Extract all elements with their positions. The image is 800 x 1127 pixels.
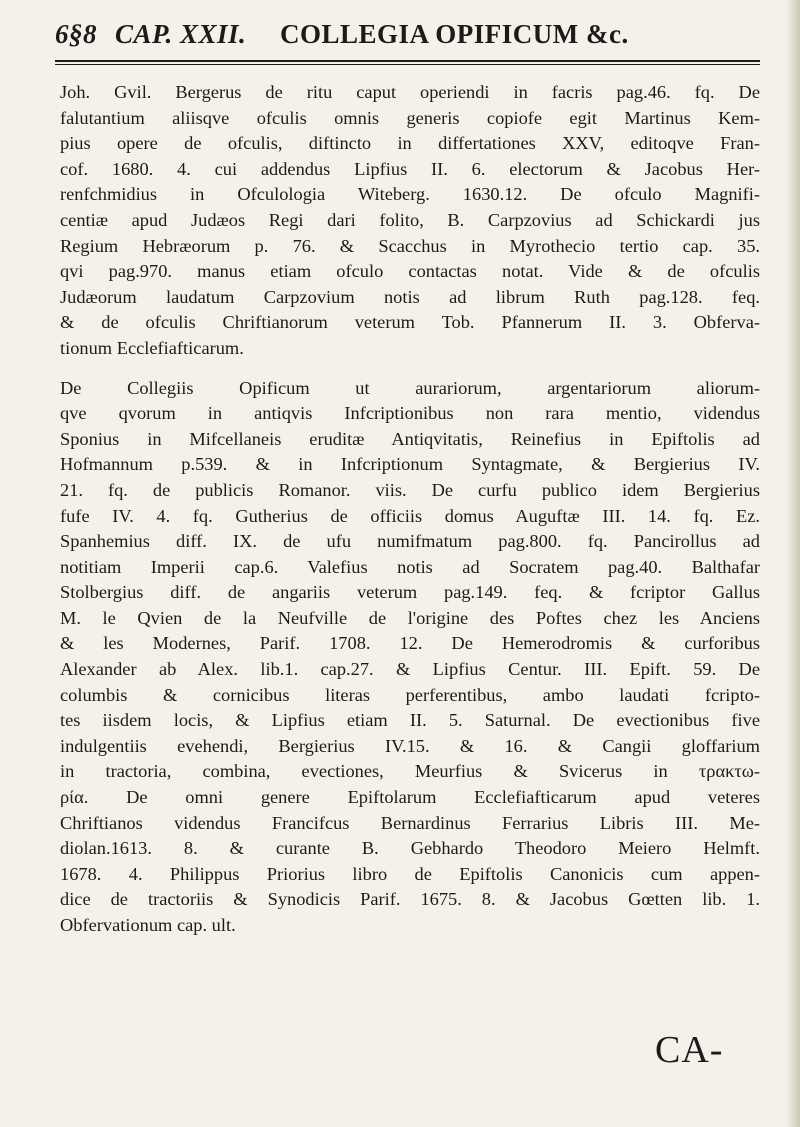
text-line: & les Modernes, Parif. 1708. 12. De Hemerodromis & curforibus [60, 633, 760, 654]
running-header [55, 14, 760, 54]
text-line: tes iisdem locis, & Lipfius etiam II. 5. Saturnal. De evectionibus five [60, 710, 760, 731]
text-line: Hofmannum p.539. & in Infcriptionum Syntagmate, & Bergierius IV. [60, 454, 760, 475]
text-line: centiæ apud Judæos Regi dari folito, B. Carpzovius ad Schickardi jus [60, 209, 760, 230]
text-line: Chriftianos videndus Francifcus Bernardinus Ferrarius Libris III. Me- [60, 812, 760, 833]
text-line: Joh. Gvil. Bergerus de ritu caput operiendi in facris pag.46. fq. De [60, 82, 760, 102]
text-line: fufe IV. 4. fq. Gutherius de officiis domus Auguftæ III. 14. fq. Ez. [60, 505, 760, 526]
text-line: 1678. 4. Philippus Priorius libro de Epiftolis Canonicis cum appen- [60, 863, 760, 884]
text-line: Sponius in Mifcellaneis eruditæ Antiqvitatis, Reinefius in Epiftolis ad [60, 428, 760, 449]
text-line: Regium Hebræorum p. 76. & Scacchus in Myrothecio tertio cap. 35. [60, 235, 760, 256]
catchword: CA- [655, 1029, 724, 1071]
text-line: cof. 1680. 4. cui addendus Lipfius II. 6. electorum & Jacobus Her- [60, 158, 760, 179]
text-line: Judæorum laudatum Carpzovium notis ad librum Ruth pag.128. feq. [60, 286, 760, 307]
paragraph [60, 376, 760, 939]
header-rule [55, 60, 760, 62]
text-line: & de ofculis Chriftianorum veterum Tob. Pfannerum II. 3. Obferva- [60, 312, 760, 333]
text-line: diolan.1613. 8. & curante B. Gebhardo Theodoro Meiero Helmft. [60, 838, 760, 859]
header-rule-thin [55, 64, 760, 65]
text-line: falutantium aliisqve ofculis omnis generis copiofe egit Martinus Kem- [60, 107, 760, 128]
text-line: tionum Ecclefiafticarum. [60, 337, 244, 358]
body-text [60, 80, 760, 939]
text-line: Spanhemius diff. IX. de ufu numifmatum pag.800. fq. Pancirollus ad [60, 531, 760, 552]
paragraph [60, 80, 760, 362]
text-line: M. le Qvien de la Neufville de l'origine des Poftes chez les Anciens [60, 607, 760, 628]
text-line: notitiam Imperii cap.6. Valefius notis ad Socratem pag.40. Balthafar [60, 556, 760, 577]
text-line: dice de tractoriis & Synodicis Parif. 1675. 8. & Jacobus Gœtten lib. 1. [60, 889, 760, 910]
text-line: Stolbergius diff. de angariis veterum pag.149. feq. & fcriptor Gallus [60, 582, 760, 603]
text-line: indulgentiis evehendi, Bergierius IV.15. & 16. & Cangii gloffarium [60, 735, 760, 756]
text-line: Alexander ab Alex. lib.1. cap.27. & Lipfius Centur. III. Epift. 59. De [60, 659, 760, 680]
page-edge-shadow [786, 0, 800, 1127]
text-line: in tractoria, combina, evectiones, Meurfius & Svicerus in τρακτω- [60, 761, 760, 782]
chapter-label: CAP. XXII. [115, 18, 247, 49]
text-line: 21. fq. de publicis Romanor. viis. De curfu publico idem Bergierius [60, 479, 760, 500]
page-number: 6§8 [55, 18, 97, 49]
text-line: Obfervationum cap. ult. [60, 915, 236, 935]
text-line: qvi pag.970. manus etiam ofculo contactas notat. Vide & de ofculis [60, 261, 760, 282]
text-line: De Collegiis Opificum ut aurariorum, argentariorum aliorum- [60, 377, 760, 398]
text-line: qve qvorum in antiqvis Infcriptionibus non rara mentio, videndus [60, 403, 760, 424]
text-line: pius opere de ofculis, diftincto in differtationes XXV, editoqve Fran- [60, 133, 760, 154]
paragraph-gap [60, 362, 760, 376]
text-line: columbis & cornicibus literas perferentibus, ambo laudati fcripto- [60, 684, 760, 705]
running-title: COLLEGIA OPIFICUM &c. [280, 18, 629, 49]
text-line: ρία. De omni genere Epiftolarum Ecclefiafticarum apud veteres [60, 787, 760, 808]
text-line: renfchmidius in Ofculologia Witeberg. 1630.12. De ofculo Magnifi- [60, 184, 760, 205]
